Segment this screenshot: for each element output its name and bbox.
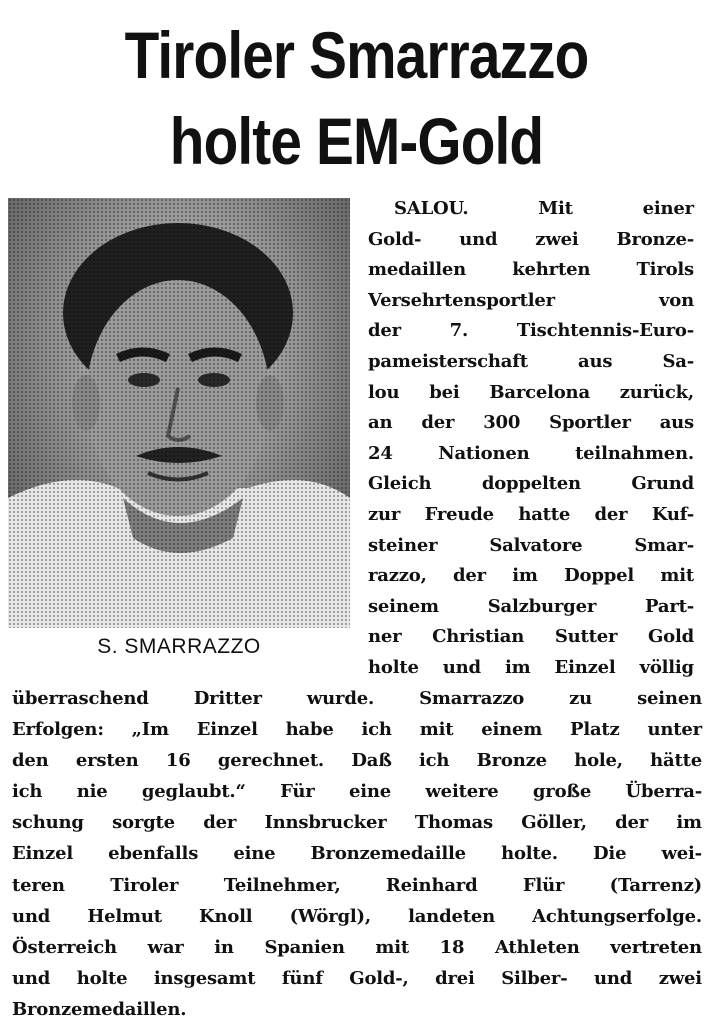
word: von (659, 289, 694, 311)
word: weitere (425, 781, 499, 803)
word: vertreten (610, 936, 702, 958)
word: steiner (368, 534, 438, 556)
word: und (459, 228, 498, 250)
word: hatte (518, 503, 571, 525)
word: Bronze- (616, 228, 694, 250)
word: aus (659, 412, 694, 434)
word: Achtungserfolge. (532, 905, 702, 927)
text-line (12, 683, 702, 714)
word: drei (435, 967, 475, 989)
word: Smar- (634, 534, 694, 556)
word: hole, (574, 750, 623, 772)
word: Österreich (12, 936, 117, 958)
word: hätte (650, 750, 702, 772)
word: Grund (631, 473, 694, 495)
word: Silber- (501, 967, 568, 989)
word: landeten (408, 905, 495, 927)
text-line (368, 439, 694, 470)
word: lou (368, 381, 400, 403)
word: fünf (281, 967, 323, 989)
text-line (12, 838, 702, 869)
word: eine (348, 781, 391, 803)
word: zurück, (619, 381, 694, 403)
word: Daß (351, 750, 392, 772)
word: in (214, 936, 234, 958)
text-line (368, 500, 694, 531)
word: bei (429, 381, 460, 403)
word: ersten (75, 750, 139, 772)
word: Flür (522, 874, 565, 896)
word: 24 (368, 442, 393, 464)
word: unter (647, 719, 702, 741)
word: gerechnet. (217, 750, 325, 772)
word: der (368, 320, 401, 342)
word: doppelten (481, 473, 581, 495)
word: habe (285, 719, 334, 741)
text-line (368, 225, 694, 256)
word: zwei (535, 228, 579, 250)
text-line (368, 561, 694, 592)
word: völlig (639, 656, 694, 678)
word: (Tarrenz) (609, 874, 702, 896)
word: Einzel (554, 656, 616, 678)
text-line (368, 255, 694, 286)
word: Nationen (438, 442, 530, 464)
word: 7. (449, 320, 469, 342)
word: Platz (570, 719, 620, 741)
word: schung (12, 812, 84, 834)
word: Bronzemedaille (310, 843, 466, 865)
word: wurde. (306, 688, 375, 709)
photo-caption: S. SMARRAZZO (97, 635, 261, 658)
word: nie (76, 781, 108, 803)
word: Doppel (564, 565, 634, 587)
word: Barcelona (489, 381, 590, 403)
article-body-column (368, 194, 694, 684)
word: Athleten (494, 936, 580, 958)
word: Einzel (196, 719, 258, 741)
text-line (368, 653, 694, 684)
word: Dritter (193, 688, 262, 709)
word: an (368, 412, 393, 434)
text-line (12, 932, 702, 963)
word: Gold (647, 626, 694, 648)
word: Reinhard (385, 874, 478, 896)
word: Für (280, 781, 315, 803)
word: kehrten (512, 259, 591, 281)
word: Versehrtensportler (368, 289, 555, 311)
word: einer (642, 198, 694, 219)
word: Salvatore (489, 534, 583, 556)
text-line (368, 378, 694, 409)
word: 300 (483, 412, 521, 434)
word: und (12, 905, 51, 927)
word: insgesamt (153, 967, 256, 989)
word: Spanien (264, 936, 345, 958)
word: ich (419, 750, 450, 772)
word: Sportler (549, 412, 631, 434)
word: zu (569, 688, 593, 709)
word: zur (368, 503, 401, 525)
word: Tirols (636, 259, 694, 281)
word: Göller, (521, 812, 587, 834)
word: im (505, 656, 531, 678)
word: Bronze (476, 750, 547, 772)
word: seinem (368, 595, 439, 617)
text-line (368, 286, 694, 317)
word: „Im (131, 719, 169, 741)
word: mit (660, 565, 694, 587)
word: ner (368, 626, 402, 648)
word: der (453, 565, 486, 587)
word: sorgte (112, 812, 175, 834)
word: teilnahmen. (575, 442, 694, 464)
word: der (615, 812, 649, 834)
word: mit (419, 719, 454, 741)
word: der (203, 812, 237, 834)
word: 18 (439, 936, 465, 958)
text-line (12, 994, 702, 1025)
portrait-photo (8, 198, 350, 628)
word: Tiroler (110, 874, 179, 896)
word: und (12, 967, 51, 989)
word: einem (481, 719, 543, 741)
word: pameisterschaft (368, 350, 528, 372)
word: im (512, 565, 538, 587)
word: Erfolgen: (12, 719, 104, 741)
word: Kuf- (651, 503, 694, 525)
word: Thomas (414, 812, 493, 834)
word: Knoll (199, 905, 253, 927)
word: Smarrazzo (419, 688, 525, 709)
word: Überra- (625, 781, 702, 803)
text-line (12, 807, 702, 838)
word: der (421, 412, 455, 434)
word: Die (593, 843, 627, 865)
article-body-full-width (12, 683, 702, 1025)
text-line (12, 776, 702, 807)
word: zwei (658, 967, 702, 989)
text-line (368, 316, 694, 347)
word: Mit (538, 198, 573, 219)
text-line (12, 870, 702, 901)
word: (Wörgl), (289, 905, 371, 927)
text-line (368, 469, 694, 500)
word: im (676, 812, 702, 834)
word: Helmut (87, 905, 162, 927)
word: Tischtennis-Euro- (516, 320, 694, 342)
word: aus (578, 350, 613, 372)
word: überraschend (12, 688, 149, 709)
word: war (147, 936, 184, 958)
word: Innsbrucker (264, 812, 387, 834)
word: seinen (637, 688, 702, 709)
word: und (442, 656, 481, 678)
word: Gleich (368, 473, 432, 495)
word: Einzel (12, 843, 73, 865)
word: geglaubt.“ (141, 781, 246, 803)
text-line (12, 745, 702, 776)
word: 16 (165, 750, 191, 772)
text-line (368, 408, 694, 439)
headline-line-1: Tiroler Smarrazzo (124, 18, 589, 92)
word: Freude (424, 503, 494, 525)
word: Salzburger (487, 595, 597, 617)
text-line (368, 347, 694, 378)
word: große (532, 781, 592, 803)
word: holte (368, 656, 419, 678)
word: teren (12, 874, 65, 896)
text-line (368, 622, 694, 653)
word: wei- (661, 843, 702, 865)
word: ebenfalls (108, 843, 199, 865)
word: medaillen (368, 259, 466, 281)
word: den (12, 750, 49, 772)
word: Teilnehmer, (223, 874, 341, 896)
word: und (594, 967, 633, 989)
word: Sutter (554, 626, 618, 648)
word: eine (233, 843, 276, 865)
word: Sa- (662, 350, 694, 372)
word: Gold- (368, 228, 422, 250)
text-line (368, 592, 694, 623)
word: der (594, 503, 628, 525)
word: razzo, (368, 565, 427, 587)
text-line (12, 901, 702, 932)
word: holte. (501, 843, 558, 865)
word: Part- (645, 595, 694, 617)
word: mit (375, 936, 410, 958)
text-line (368, 531, 694, 562)
text-line (12, 963, 702, 994)
text-line (368, 194, 694, 225)
word: Gold-, (349, 967, 409, 989)
word: ich (361, 719, 392, 741)
headline-line-2: holte EM-Gold (169, 104, 544, 178)
text-line (12, 714, 702, 745)
word: ich (12, 781, 43, 803)
word: holte (76, 967, 128, 989)
word: SALOU. (394, 198, 469, 219)
word: Christian (432, 626, 525, 648)
word: Bronzemedaillen. (12, 998, 187, 1020)
